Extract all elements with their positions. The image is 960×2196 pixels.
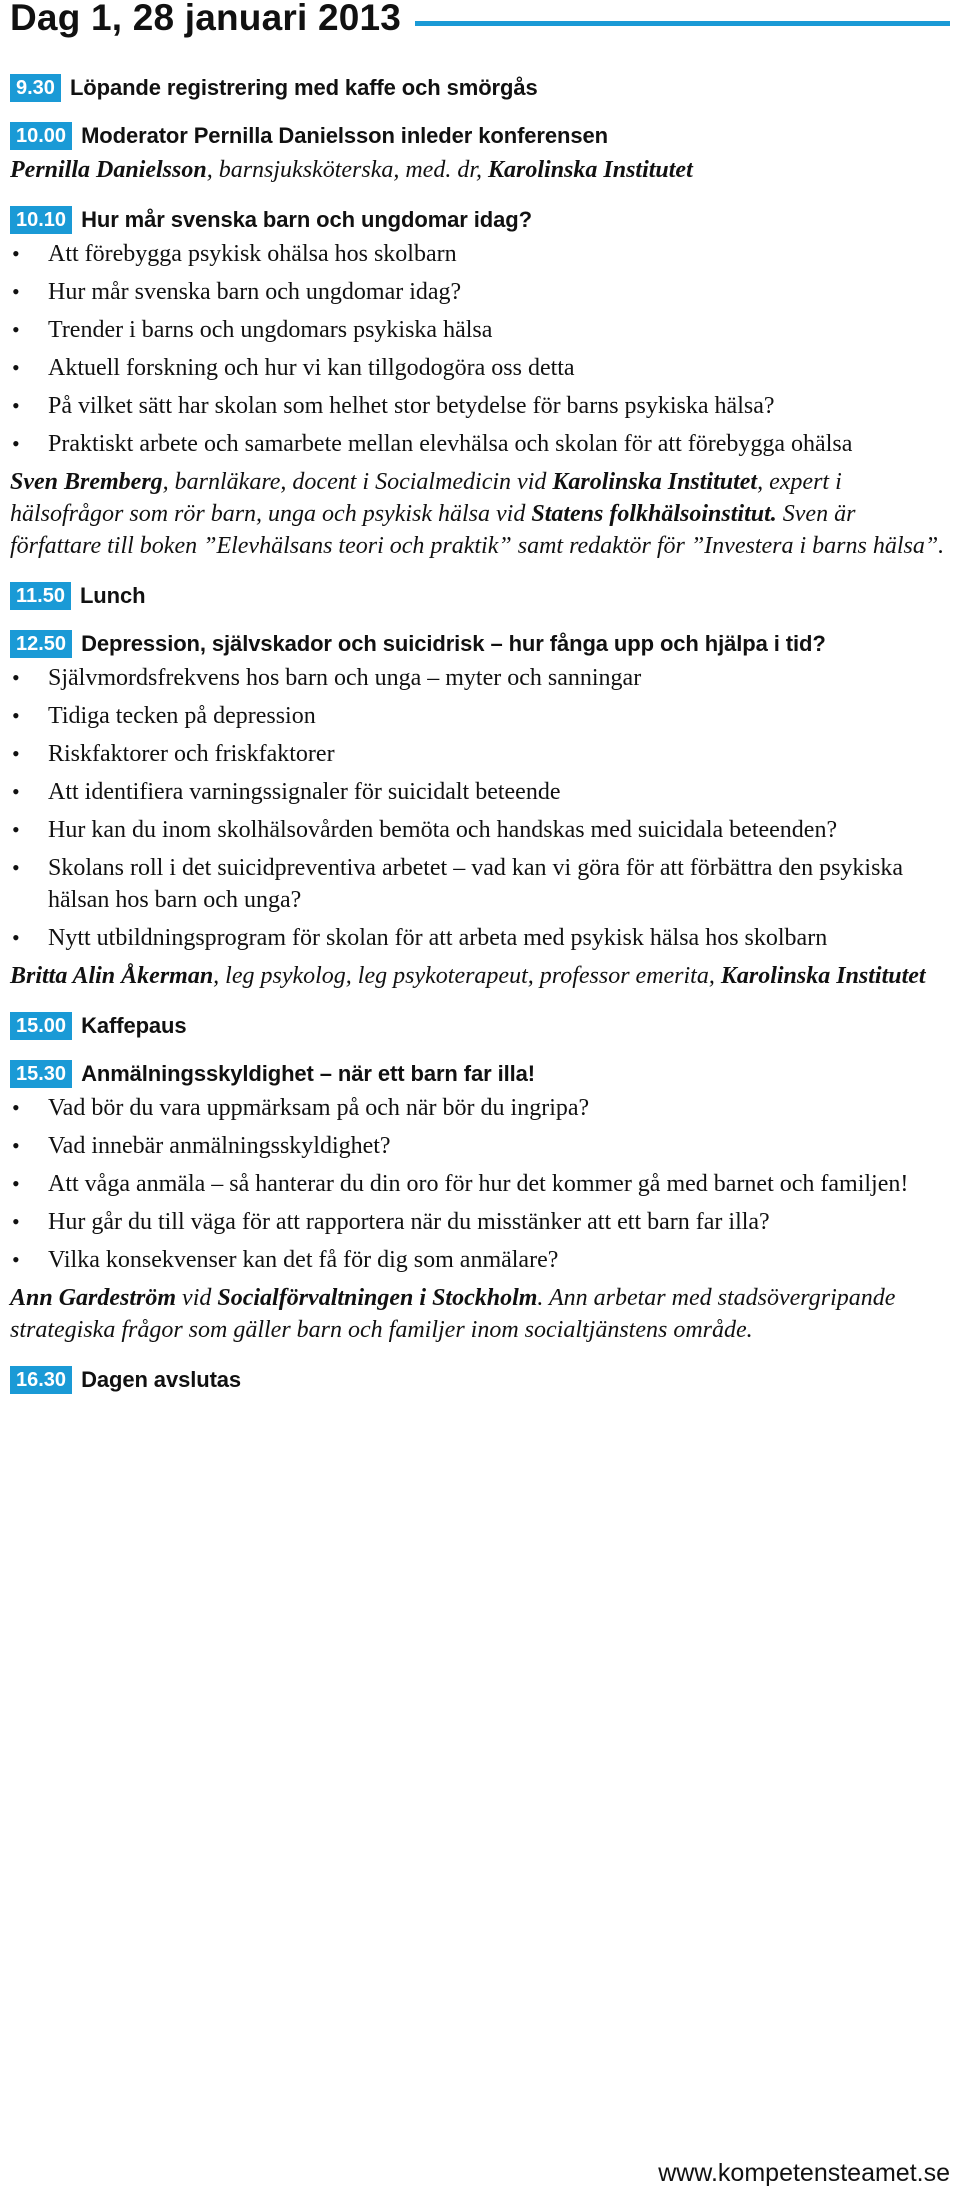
session-title: Moderator Pernilla Danielsson inleder konferensen: [81, 123, 608, 148]
speaker-name-or-org: Karolinska Institutet: [488, 157, 693, 183]
speaker-name-or-org: Pernilla Danielsson: [10, 157, 207, 183]
speaker-name-or-org: Sven Bremberg: [10, 469, 163, 495]
topic-list: [10, 662, 950, 954]
session-title: Depression, självskador och suicidrisk – hur fånga upp och hjälpa i tid?: [81, 631, 826, 656]
topic-item: • Att identifiera varningssignaler för suicidalt beteende: [10, 776, 950, 808]
topic-item: • Nytt utbildningsprogram för skolan för att arbeta med psykisk hälsa hos skolbarn: [10, 922, 950, 954]
footer-website-link[interactable]: www.kompetensteamet.se: [658, 2159, 950, 2187]
page-heading: [10, 0, 950, 36]
session-block: [10, 1366, 950, 1394]
session-header: [10, 1060, 950, 1088]
time-badge: 16.30: [10, 1366, 72, 1394]
speaker-info: [10, 960, 950, 992]
topic-item: • Hur mår svenska barn och ungdomar idag?: [10, 276, 950, 308]
session-header: [10, 122, 950, 150]
time-badge: 12.50: [10, 630, 72, 658]
session-header: [10, 206, 950, 234]
speaker-description: , barnläkare, docent i Socialmedicin vid: [162, 469, 553, 495]
topic-item: • Att förebygga psykisk ohälsa hos skolbarn: [10, 238, 950, 270]
speaker-description: vid: [176, 1285, 218, 1311]
session-block: [10, 582, 950, 610]
speaker-description: , expert i hälsofrågor som rör barn, unga och psykisk hälsa vid: [10, 469, 842, 527]
time-badge: 11.50: [10, 582, 71, 610]
speaker-description: , barnsjuksköterska, med. dr,: [206, 157, 489, 183]
topic-item: • Att våga anmäla – så hanterar du din oro för hur det kommer gå med barnet och familjen!: [10, 1168, 950, 1200]
session-title: Löpande registrering med kaffe och smörgås: [69, 75, 538, 100]
speaker-info: [10, 466, 950, 562]
session-header: [10, 1366, 950, 1394]
topic-item: • På vilket sätt har skolan som helhet stor betydelse för barns psykiska hälsa?: [10, 390, 950, 422]
topic-item: • Riskfaktorer och friskfaktorer: [10, 738, 950, 770]
speaker-name-or-org: Ann Gardeström: [10, 1285, 177, 1311]
session-header: [10, 582, 950, 610]
topic-item: • Hur går du till väga för att rapportera när du misstänker att ett barn far illa?: [10, 1206, 950, 1238]
session-title: Dagen avslutas: [81, 1367, 242, 1392]
session-block: [10, 74, 950, 102]
topic-item: • Vad bör du vara uppmärksam på och när bör du ingripa?: [10, 1092, 950, 1124]
speaker-name-or-org: Socialförvaltningen i Stockholm: [217, 1285, 538, 1311]
speaker-info: [10, 1282, 950, 1346]
topic-item: • Aktuell forskning och hur vi kan tillgodogöra oss detta: [10, 352, 950, 384]
topic-item: • Vad innebär anmälningsskyldighet?: [10, 1130, 950, 1162]
session-header: [10, 1012, 950, 1040]
speaker-name-or-org: Karolinska Institutet: [552, 469, 758, 495]
session-title: Hur mår svenska barn och ungdomar idag?: [81, 207, 532, 232]
time-badge: 15.00: [10, 1012, 72, 1040]
topic-item: • Tidiga tecken på depression: [10, 700, 950, 732]
time-badge: 10.00: [10, 122, 72, 150]
time-badge: 15.30: [10, 1060, 72, 1088]
session-block: [10, 1060, 950, 1346]
session-list: [10, 74, 950, 1394]
time-badge: 9.30: [10, 74, 61, 102]
speaker-info: [10, 154, 950, 186]
session-title: Lunch: [79, 583, 146, 608]
speaker-description: , leg psykolog, leg psykoterapeut, professor emerita,: [213, 963, 721, 989]
topic-item: • Trender i barns och ungdomars psykiska hälsa: [10, 314, 950, 346]
session-header: [10, 630, 950, 658]
topic-list: [10, 1092, 950, 1276]
session-block: [10, 630, 950, 992]
session-title: Kaffepaus: [81, 1013, 187, 1038]
topic-item: • Självmordsfrekvens hos barn och unga – myter och sanningar: [10, 662, 950, 694]
speaker-description: . Ann arbetar med stadsövergripande strategiska frågor som gäller barn och familjer inom socialtjänstens område.: [10, 1285, 896, 1343]
session-block: [10, 1012, 950, 1040]
topic-item: • Skolans roll i det suicidpreventiva arbetet – vad kan vi göra för att förbättra den psykiska hälsan hos barn och unga?: [10, 852, 950, 916]
topic-list: [10, 238, 950, 460]
session-title: Anmälningsskyldighet – när ett barn far illa!: [81, 1061, 535, 1086]
topic-item: • Hur kan du inom skolhälsovården bemöta och handskas med suicidala beteenden?: [10, 814, 950, 846]
session-block: [10, 122, 950, 186]
time-badge: 10.10: [10, 206, 72, 234]
session-block: [10, 206, 950, 562]
speaker-description: Sven är författare till boken ”Elevhälsans teori och praktik” samt redaktör för ”Investera i barns hälsa”.: [10, 501, 945, 559]
page-title: Dag 1, 28 januari 2013: [10, 0, 402, 38]
speaker-name-or-org: Britta Alin Åkerman: [10, 963, 214, 989]
speaker-name-or-org: Statens folkhälsoinstitut.: [531, 501, 777, 527]
program-document: [10, 0, 950, 1394]
topic-item: • Praktiskt arbete och samarbete mellan elevhälsa och skolan för att förebygga ohälsa: [10, 428, 950, 460]
session-header: [10, 74, 950, 102]
topic-item: • Vilka konsekvenser kan det få för dig som anmälare?: [10, 1244, 950, 1276]
heading-rule: [415, 21, 950, 26]
speaker-name-or-org: Karolinska Institutet: [720, 963, 926, 989]
